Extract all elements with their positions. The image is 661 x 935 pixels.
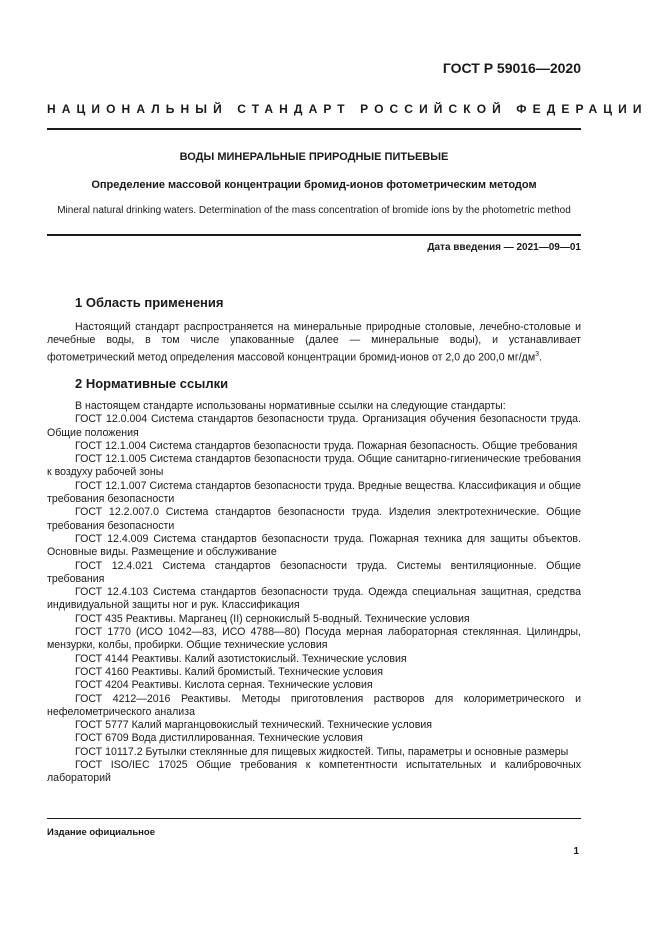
reference-item: ГОСТ 435 Реактивы. Марганец (II) сернокислый 5-водный. Технические условия <box>75 612 470 625</box>
section-1-text <box>47 321 581 364</box>
reference-item: ГОСТ 12.1.005 Система стандартов безопасности труда. Общие санитарно-гигиенические требования к воздуху рабочей зоны <box>47 453 581 479</box>
reference-item: ГОСТ 12.1.004 Система стандартов безопасности труда. Пожарная безопасность. Общие требования <box>75 439 578 452</box>
reference-item: В настоящем стандарте использованы нормативные ссылки на следующие стандарты: <box>75 400 506 412</box>
document-title: ВОДЫ МИНЕРАЛЬНЫЕ ПРИРОДНЫЕ ПИТЬЕВЫЕ <box>179 151 449 163</box>
reference-item: ГОСТ 12.2.007.0 Система стандартов безопасности труда. Изделия электротехнические. Общие требования безопасности <box>47 506 581 532</box>
reference-item: ГОСТ 4212—2016 Реактивы. Методы приготовления растворов для колориметрического и нефелометрического анализа <box>47 692 581 718</box>
edition-label: Издание официальное <box>47 827 155 838</box>
section-1-period: . <box>539 351 542 364</box>
reference-item: ГОСТ 4204 Реактивы. Кислота серная. Технические условия <box>75 679 373 692</box>
reference-item: ГОСТ 10117.2 Бутылки стеклянные для пищевых жидкостей. Типы, параметры и основные размеры <box>75 745 569 758</box>
reference-item: ГОСТ 12.4.103 Система стандартов безопасности труда. Одежда специальная защитная, средства индивидуальной защиты ног и рук. Классификация <box>47 586 581 612</box>
reference-item: ГОСТ 12.4.009 Система стандартов безопасности труда. Пожарная техника для защиты объектов. Основные виды. Размещение и обслуживание <box>47 532 581 559</box>
introduction-date: Дата введения — 2021—09—01 <box>427 242 581 253</box>
document-code: ГОСТ Р 59016—2020 <box>442 60 581 76</box>
section-1-heading: 1 Область применения <box>75 295 224 310</box>
reference-item: ГОСТ 12.1.007 Система стандартов безопасности труда. Вредные вещества. Классификация и общие требования безопасности <box>47 479 581 506</box>
section-1-body: Настоящий стандарт распространяется на минеральные природные столовые, лечебно-столовые и лечебные воды, в том числе упакованные (далее — минеральные воды), и устанавливает фотометрический метод определения массовой концентрации бромид-ионов от 2,0 до 200,0 мг/дм <box>47 321 581 364</box>
references-list <box>47 400 581 786</box>
page-number: 1 <box>573 846 579 857</box>
reference-item: ГОСТ 4160 Реактивы. Калий бромистый. Технические условия <box>75 665 383 678</box>
reference-item: ГОСТ 12.0.004 Система стандартов безопасности труда. Организация обучения безопасности труда. Общие положения <box>47 413 581 439</box>
reference-item: ГОСТ 6709 Вода дистиллированная. Технические условия <box>75 732 363 745</box>
footer-rule <box>47 818 581 819</box>
document-subtitle: Определение массовой концентрации бромид-ионов фотометрическим методом <box>91 179 537 191</box>
reference-item: ГОСТ 4144 Реактивы. Калий азотистокислый. Технические условия <box>75 652 407 665</box>
top-rule <box>47 128 581 130</box>
national-standard-banner: НАЦИОНАЛЬНЫЙ СТАНДАРТ РОССИЙСКОЙ ФЕДЕРАЦИИ <box>47 102 648 116</box>
reference-item: ГОСТ 1770 (ИСО 1042—83, ИСО 4788—80) Посуда мерная лабораторная стеклянная. Цилиндры, мензурки, колбы, пробирки. Общие технические условия <box>47 626 581 652</box>
document-title-english: Mineral natural drinking waters. Determination of the mass concentration of bromide ions by the photometric method <box>57 205 571 216</box>
unit-superscript: 3 <box>535 350 540 358</box>
section-2-heading: 2 Нормативные ссылки <box>75 376 229 391</box>
reference-item: ГОСТ 12.4.021 Система стандартов безопасности труда. Системы вентиляционные. Общие требования <box>47 559 581 585</box>
reference-item: ГОСТ 5777 Калий марганцовокислый технический. Технические условия <box>75 719 432 732</box>
reference-item: ГОСТ ISO/IEC 17025 Общие требования к компетентности испытательных и калибровочных лабораторий <box>47 759 581 785</box>
middle-rule <box>47 234 581 236</box>
